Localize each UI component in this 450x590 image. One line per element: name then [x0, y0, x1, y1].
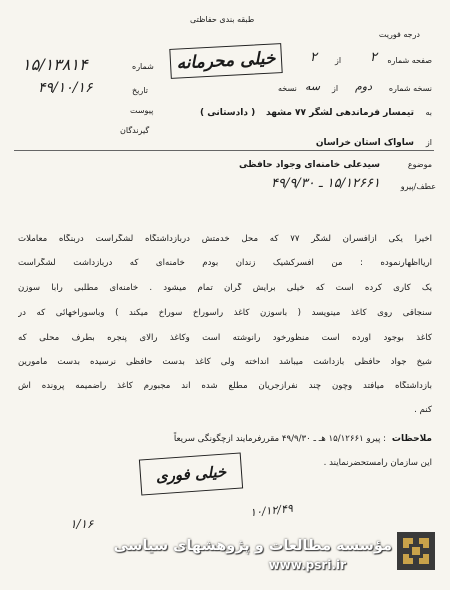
- watermark-title: مؤسسه مطالعات و پژوهشهای سیاسی: [113, 538, 392, 554]
- page-total-value: ۲: [310, 50, 317, 65]
- copy-number-value: دوم: [355, 80, 373, 93]
- urgent-stamp: خیلی فوری: [139, 452, 243, 495]
- page-of-label: از: [335, 56, 342, 65]
- number-label: شماره: [132, 62, 154, 71]
- date-value: ۴۹/۱۰/۱۶: [38, 80, 93, 96]
- reference-value: ۱۵/۱۲۶۶۱ ـ ۴۹/۹/۳۰: [270, 176, 380, 191]
- page-number-label: صفحه شماره: [387, 56, 432, 65]
- handwritten-date-note: ۱۰/۱۲/۴۹: [249, 501, 294, 520]
- handwritten-initials: ۱/۱۶: [70, 517, 94, 531]
- body-line-2: آریااظهارنموده : من افسرکشیک زندان بودم خامنه‌ای که دربازداشت لشگراست: [18, 258, 432, 268]
- watermark-url: www.psri.ir: [268, 558, 346, 572]
- body-line-6: شیخ جواد حافظی بازداشت میباشد انداخته ولی کاغذ بدست حافظی نرسیده بدست مأمورین: [18, 357, 432, 367]
- copy-of-label: از: [332, 84, 339, 93]
- reference-label: عطف/پیرو: [400, 182, 436, 191]
- copy-total-value: سه: [305, 80, 321, 93]
- subject-label: موضوع: [407, 160, 432, 169]
- date-label: تاریخ: [132, 86, 148, 95]
- knot-pattern-icon: [397, 532, 435, 570]
- remarks-line-2: این سازمان رامستحضرنمایند .: [323, 458, 432, 468]
- classification-label: طبقه بندی حفاظتی: [190, 15, 255, 24]
- copy-number-label: نسخه شماره: [388, 84, 432, 93]
- attachment-label: پیوست: [130, 106, 154, 115]
- copy-suffix-label: نسخه: [278, 84, 297, 93]
- to-value: تیمسار فرماندهی لشگر ۷۷ مشهد: [266, 108, 414, 118]
- priority-label: درجه فوریت: [378, 30, 420, 39]
- remarks-label: ملاحظات: [391, 434, 432, 444]
- body-line-7: بازداشتگاه میافتد وچون چند نفرازجریان مطلع شده اند مجبورم کاغذ راضمیمه پرونده اش: [18, 381, 432, 391]
- body-line-5: کاغذ بوجود آورده است منظورخود رانوشته است وکاغذ رالای پنجره بطرف محلی که: [18, 333, 432, 343]
- remarks-value: : پیرو ۱۵/۱۲۶۶۱ هـ ـ ۴۹/۹/۳۰ مقررفرمایند ازچگونگی سریعاً: [173, 434, 386, 444]
- body-line-8: کنم .: [414, 405, 432, 415]
- body-line-1: اخیراً یکی ازافسران لشگر ۷۷ که محل خدمتش دربازداشتگاه لشگراست دربنگاه معاملات: [18, 234, 432, 244]
- institute-logo: [397, 532, 435, 570]
- body-line-4: سنجاقی روی کاغذ مینویسد ( باسوزن کاغذ راسوراخ سوراخ میکند ) وباسوراخهائی که در: [18, 308, 432, 318]
- subject-value: سیدعلی خامنه‌ای وجواد حافظی: [238, 160, 380, 170]
- recipients-label: گیرندگان: [120, 126, 150, 135]
- number-value: ۱۵/۱۳۸۱۴: [22, 55, 88, 74]
- from-label: از: [425, 138, 432, 147]
- from-value: ساواک استان خراسان: [315, 138, 414, 148]
- header-divider: [14, 150, 434, 151]
- body-line-3: یک کاری کرده است که خیلی برایش گران تمام میشود . خامنه‌ای مطلبی رابا سوزن: [18, 283, 432, 293]
- to-department: ( دادستانی ): [200, 108, 256, 118]
- confidential-stamp: خیلی محرمانه: [169, 43, 282, 79]
- page-number-value: ۲: [370, 50, 377, 65]
- to-label: به: [425, 108, 432, 117]
